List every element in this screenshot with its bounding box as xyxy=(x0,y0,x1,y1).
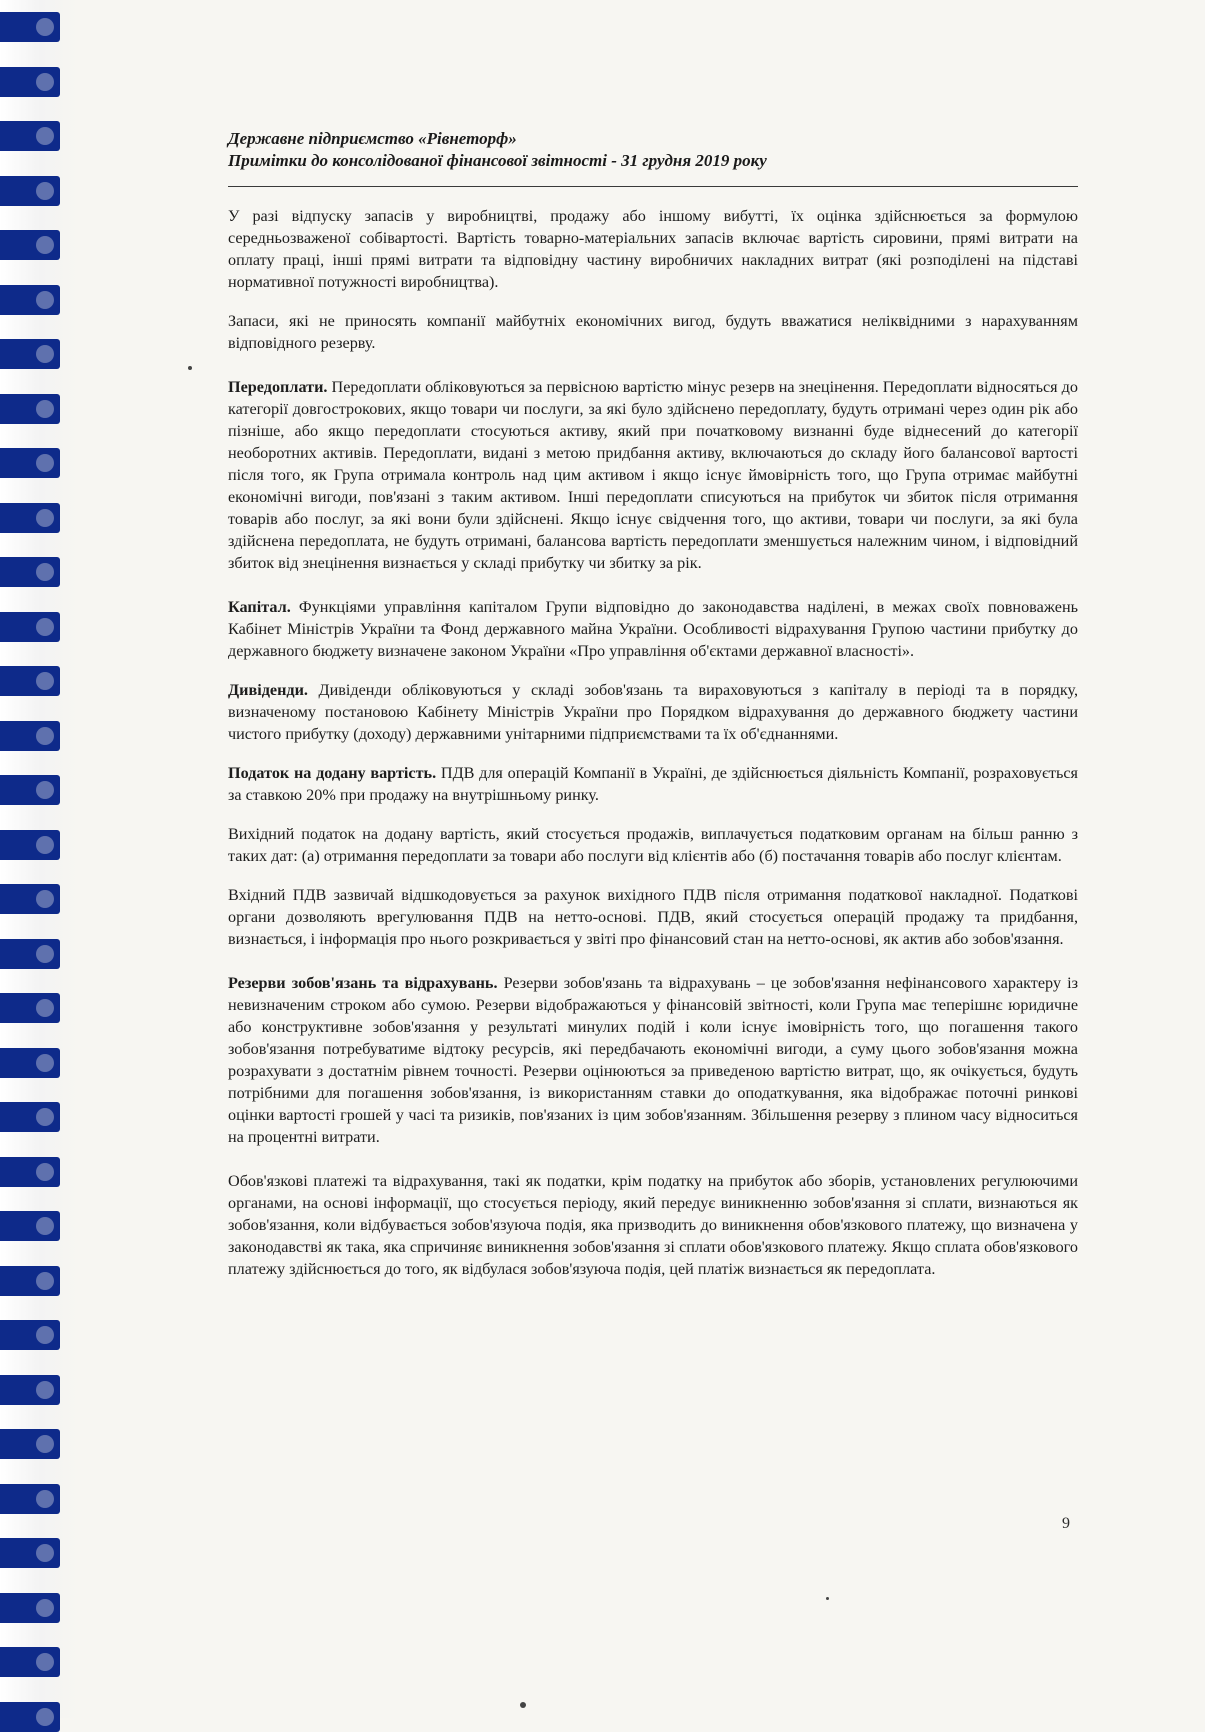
section-heading: Резерви зобов'язань та відрахувань. xyxy=(228,974,498,992)
binding-hole xyxy=(0,285,60,315)
binding-hole xyxy=(0,1048,60,1078)
binding-hole xyxy=(0,1702,60,1732)
binding-hole xyxy=(0,1484,60,1514)
paragraph-vat: Податок на додану вартість. ПДВ для операцій Компанії в Україні, де здійснюється діяльність Компанії, розраховується за ставкою 20% при продажу на внутрішньому ринку. xyxy=(228,764,1078,804)
scan-speck xyxy=(188,366,192,370)
scan-speck xyxy=(520,1702,526,1708)
paragraph-illiquid-inventory: Запаси, які не приносять компанії майбутніх економічних вигод, будуть вважатися неліквідними з нарахуванням відповідного резерву. xyxy=(228,312,1078,352)
binding-hole xyxy=(0,939,60,969)
section-heading: Дивіденди. xyxy=(228,681,308,699)
binding-hole xyxy=(0,448,60,478)
section-heading: Капітал. xyxy=(228,598,291,616)
paragraph-input-vat: Вхідний ПДВ зазвичай відшкодовується за рахунок вихідного ПДВ після отримання податкової накладної. Податкові органи дозволяють врегулювання ПДВ на нетто-основі. ПДВ, який стосується операцій продажу та придбання, визнається, і інформація про нього розкривається у звіті про фінансовий стан на нетто-основі, як актив або зобов'язання. xyxy=(228,886,1078,948)
binding-hole xyxy=(0,230,60,260)
binding-hole xyxy=(0,721,60,751)
binding-hole xyxy=(0,666,60,696)
binding-hole xyxy=(0,121,60,151)
binding-hole xyxy=(0,12,60,42)
binding-hole xyxy=(0,1157,60,1187)
page-number: 9 xyxy=(1062,1515,1070,1532)
report-subtitle: Примітки до консолідованої фінансової звітності - 31 грудня 2019 року xyxy=(228,151,767,170)
binding-hole xyxy=(0,1375,60,1405)
paragraph-output-vat: Вихідний податок на додану вартість, який стосується продажів, виплачується податковим органам на більш ранню з таких дат: (а) отримання передоплати за товари або послуги від клієнтів або (б) постачання товарів або послуг клієнтам. xyxy=(228,825,1078,865)
binding-hole xyxy=(0,830,60,860)
scan-speck xyxy=(826,1597,829,1600)
binding-hole xyxy=(0,993,60,1023)
binding-hole xyxy=(0,1538,60,1568)
paragraph-mandatory-payments: Обов'язкові платежі та відрахування, такі як податки, крім податку на прибуток або зборів, установлених регулюючими органами, на основі інформації, що стосується періоду, який передує виникненню зобов'язання зі сплати, визнаються як зобов'язання, коли відбувається зобов'язуюча подія, яка призводить до виникнення обов'язкового платежу, що визначена у законодавстві як така, яка спричиняє виникнення зобов'язання зі сплати обов'язкового платежу. Якщо сплата обов'язкового платежу здійснюється до того, як відбулася зобов'язуюча подія, цей платіж визнається як передоплата. xyxy=(228,1172,1078,1278)
binding-hole xyxy=(0,612,60,642)
binding-hole xyxy=(0,176,60,206)
document-header xyxy=(228,128,1078,172)
paragraph-capital: Капітал. Функціями управління капіталом Групи відповідно до законодавства наділені, в межах своїх повноважень Кабінет Міністрів України та Фонд державного майна України. Особливості відрахування Групою частини прибутку до державного бюджету визначене законом України «Про управління об'єктами державної власності». xyxy=(228,598,1078,660)
company-name: Державне підприємство «Рівнеторф» xyxy=(228,129,517,148)
header-divider xyxy=(228,186,1078,187)
section-heading: Податок на додану вартість. xyxy=(228,764,437,782)
binding-hole xyxy=(0,884,60,914)
binding-hole xyxy=(0,1593,60,1623)
binding-hole xyxy=(0,1266,60,1296)
binding-hole xyxy=(0,1647,60,1677)
paragraph-dividends: Дивіденди. Дивіденди обліковуються у складі зобов'язань та вираховуються з капіталу в періоді та в порядку, визначеному постановою Кабінету Міністрів України про Порядком відрахування до державного бюджету частини чистого прибутку (доходу) державними унітарними підприємствами та їх об'єднаннями. xyxy=(228,681,1078,743)
binding-hole xyxy=(0,1429,60,1459)
binding-hole xyxy=(0,1320,60,1350)
binding-hole xyxy=(0,339,60,369)
binding-hole xyxy=(0,775,60,805)
binding-hole xyxy=(0,503,60,533)
paragraph-prepayments: Передоплати. Передоплати обліковуються за первісною вартістю мінус резерв на знецінення. Передоплати відносяться до категорії довгострокових, якщо товари чи послуги, за які було здійснено передоплату, будуть отримані через один рік або пізніше, або якщо передоплати стосуються активу, який при початковому визнанні буде віднесений до категорії необоротних активів. Передоплати, видані з метою придбання активу, включаються до складу його балансової вартості після того, як Група отримала контроль над цим активом і якщо існує ймовірність того, що Група отримає майбутні економічні вигоди, пов'язані з таким активом. Інші передоплати списуються на прибуток чи збиток після отримання товарів або послуг, за які вони були здійснені. Якщо існує свідчення того, що активи, товари чи послуги, за які була здійснена передоплата, не будуть отримані, балансова вартість передоплати зменшується належним чином, і відповідний збиток від знецінення визнається у складі прибутку чи збитку за рік. xyxy=(228,378,1078,572)
section-heading: Передоплати. xyxy=(228,378,328,396)
binding-hole xyxy=(0,67,60,97)
binding-hole xyxy=(0,1102,60,1132)
notes-body xyxy=(228,205,1078,1280)
paragraph-provisions: Резерви зобов'язань та відрахувань. Резерви зобов'язань та відрахувань – це зобов'язання нефінансового характеру із невизначеним строком або сумою. Резерви відображаються у фінансовій звітності, коли Група має теперішнє юридичне або конструктивне зобов'язання у результаті минулих подій і коли існує імовірність того, що погашення такого зобов'язання потребуватиме відтоку ресурсів, які передбачають економічні вигоди, а суму цього зобов'язання можна розрахувати з достатнім рівнем точності. Резерви оцінюються за приведеною вартістю витрат, що, як очікується, будуть потрібними для погашення зобов'язання, із використанням ставки до оподаткування, яка відображає поточні ринкові оцінки вартості грошей у часі та ризиків, пов'язаних із цим зобов'язанням. Збільшення резерву з плином часу відноситься на процентні витрати. xyxy=(228,974,1078,1146)
binding-hole xyxy=(0,394,60,424)
spiral-binding xyxy=(0,0,78,1718)
binding-hole xyxy=(0,557,60,587)
paragraph-inventory-valuation: У разі відпуску запасів у виробництві, продажу або іншому вибутті, їх оцінка здійснюється за формулою середньозваженої собівартості. Вартість товарно-матеріальних запасів включає вартість сировини, прямі витрати на оплату праці, інші прямі витрати та відповідну частину виробничих накладних витрат (які розподілені на підставі нормативної потужності виробництва). xyxy=(228,207,1078,291)
document-page xyxy=(228,128,1078,1297)
binding-hole xyxy=(0,1211,60,1241)
